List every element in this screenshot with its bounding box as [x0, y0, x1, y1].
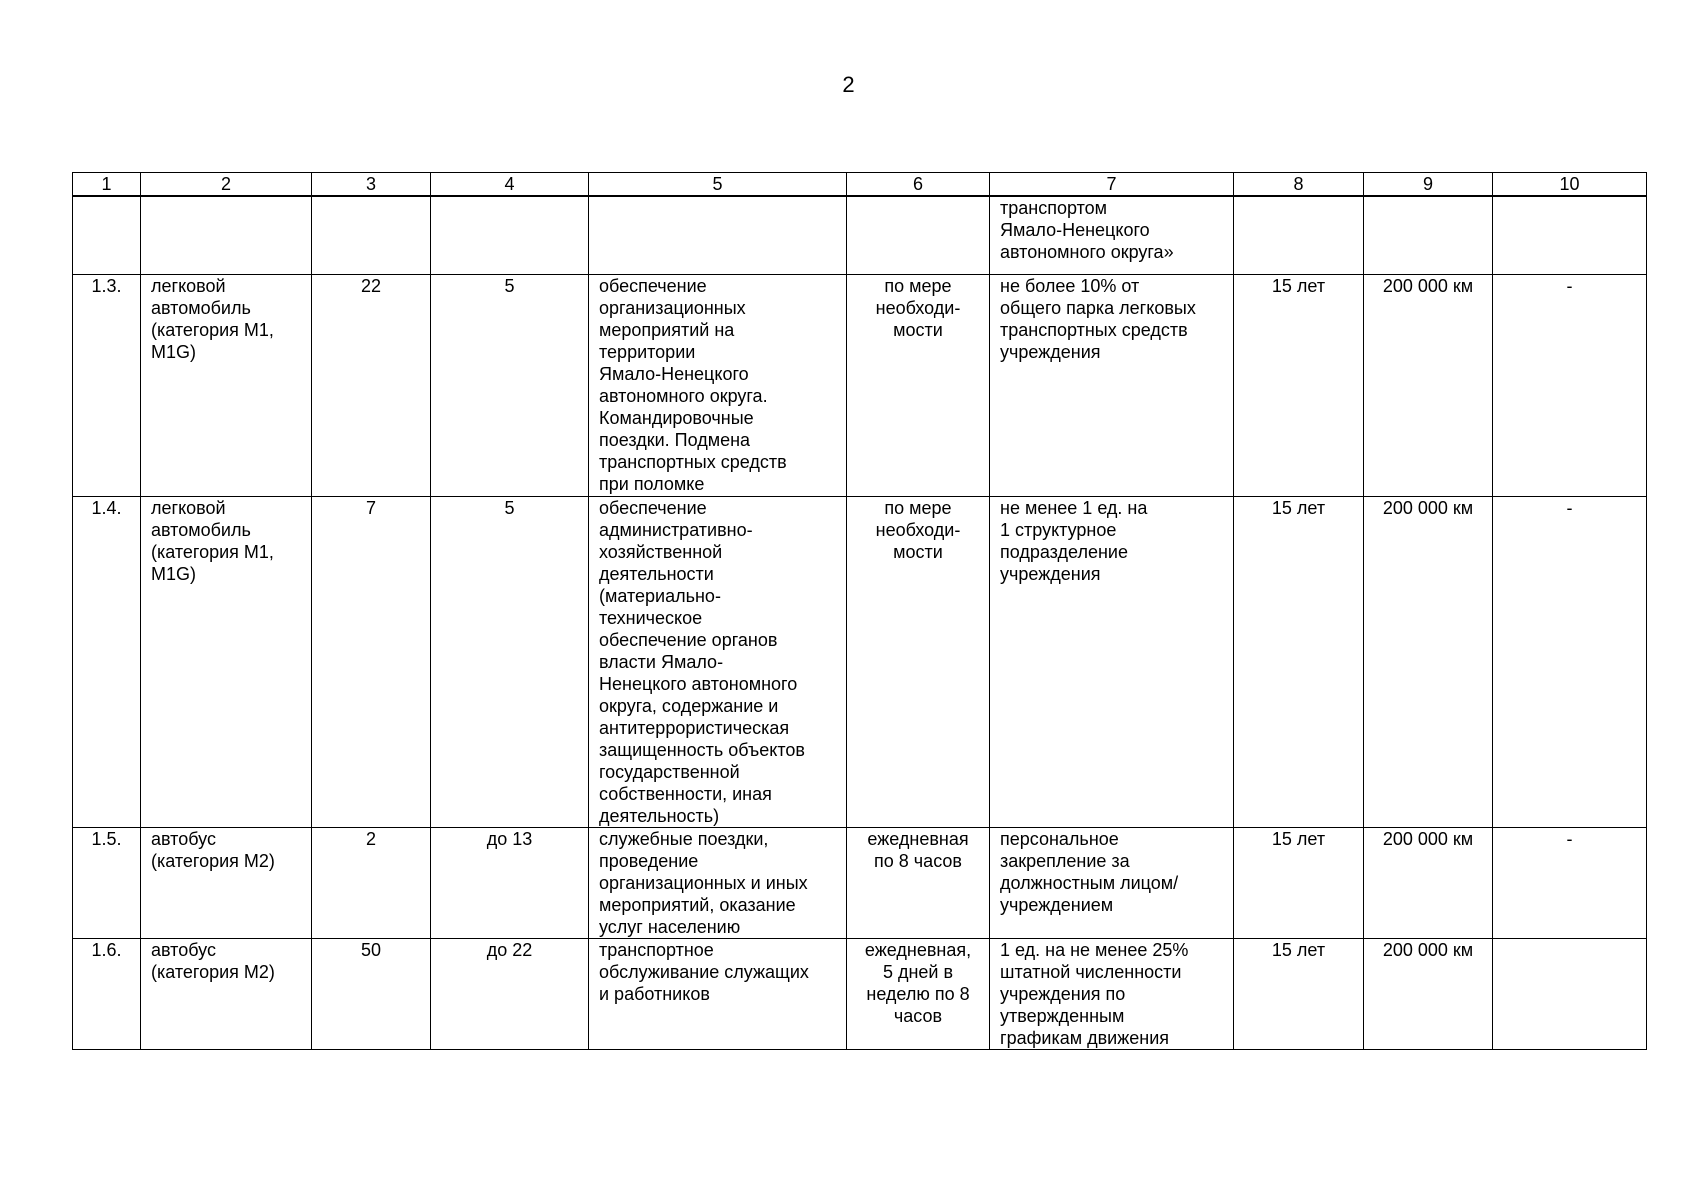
page-number: 2 [842, 72, 855, 97]
mileage-cell: 200 000 км [1364, 938, 1493, 1049]
norm-cell: транспортом Ямало-Ненецкого автономного округа» [990, 196, 1234, 274]
purpose-cell: обеспечение организационных мероприятий на территории Ямало-Ненецкого автономного округа. Командировочные поездки. Подмена транспортных средств при поломке [589, 274, 847, 496]
seats-cell [431, 196, 589, 274]
column-header: 10 [1493, 173, 1647, 197]
usage-mode-cell: по мере необходи- мости [847, 496, 990, 827]
seats-cell: до 13 [431, 827, 589, 938]
column-header: 9 [1364, 173, 1493, 197]
quantity-cell: 7 [312, 496, 431, 827]
norm-cell: не менее 1 ед. на 1 структурное подразделение учреждения [990, 496, 1234, 827]
column-header: 6 [847, 173, 990, 197]
purpose-cell: обеспечение административно- хозяйственной деятельности (материально- техническое обеспечение органов власти Ямало- Ненецкого автономного округа, содержание и антитеррористическая защищенность объектов государственной собственности, иная деятельность) [589, 496, 847, 827]
norm-cell: персональное закрепление за должностным лицом/ учреждением [990, 827, 1234, 938]
norm-cell: не более 10% от общего парка легковых транспортных средств учреждения [990, 274, 1234, 496]
usage-mode-cell: ежедневная по 8 часов [847, 827, 990, 938]
column-header: 5 [589, 173, 847, 197]
table-row [73, 196, 1647, 274]
service-life-cell: 15 лет [1234, 827, 1364, 938]
usage-mode-cell: по мере необходи- мости [847, 274, 990, 496]
vehicle-type-cell [141, 196, 312, 274]
row-number-cell [73, 196, 141, 274]
norm-cell: 1 ед. на не менее 25% штатной численности учреждения по утвержденным графикам движения [990, 938, 1234, 1049]
table-row [73, 938, 1647, 1049]
vehicle-type-cell: автобус (категория М2) [141, 827, 312, 938]
note-cell [1493, 196, 1647, 274]
table-row [73, 496, 1647, 827]
row-number-cell: 1.4. [73, 496, 141, 827]
usage-mode-cell [847, 196, 990, 274]
column-header: 4 [431, 173, 589, 197]
mileage-cell: 200 000 км [1364, 496, 1493, 827]
purpose-cell: служебные поездки, проведение организационных и иных мероприятий, оказание услуг населению [589, 827, 847, 938]
purpose-cell [589, 196, 847, 274]
column-header: 2 [141, 173, 312, 197]
column-header: 7 [990, 173, 1234, 197]
note-cell: - [1493, 827, 1647, 938]
row-number-cell: 1.5. [73, 827, 141, 938]
mileage-cell: 200 000 км [1364, 827, 1493, 938]
note-cell: - [1493, 274, 1647, 496]
quantity-cell: 22 [312, 274, 431, 496]
header-row [73, 173, 1647, 197]
vehicle-type-cell: легковой автомобиль (категория М1, M1G) [141, 496, 312, 827]
row-number-cell: 1.6. [73, 938, 141, 1049]
mileage-cell [1364, 196, 1493, 274]
vehicle-type-cell: легковой автомобиль (категория М1, M1G) [141, 274, 312, 496]
row-number-cell: 1.3. [73, 274, 141, 496]
column-header: 8 [1234, 173, 1364, 197]
service-life-cell: 15 лет [1234, 496, 1364, 827]
quantity-cell [312, 196, 431, 274]
vehicle-norms-table [72, 172, 1647, 1050]
note-cell: - [1493, 496, 1647, 827]
table-row [73, 827, 1647, 938]
column-header: 1 [73, 173, 141, 197]
table-row [73, 274, 1647, 496]
usage-mode-cell: ежедневная, 5 дней в неделю по 8 часов [847, 938, 990, 1049]
vehicle-type-cell: автобус (категория М2) [141, 938, 312, 1049]
service-life-cell [1234, 196, 1364, 274]
service-life-cell: 15 лет [1234, 274, 1364, 496]
service-life-cell: 15 лет [1234, 938, 1364, 1049]
mileage-cell: 200 000 км [1364, 274, 1493, 496]
seats-cell: до 22 [431, 938, 589, 1049]
note-cell [1493, 938, 1647, 1049]
quantity-cell: 2 [312, 827, 431, 938]
seats-cell: 5 [431, 274, 589, 496]
quantity-cell: 50 [312, 938, 431, 1049]
column-header: 3 [312, 173, 431, 197]
seats-cell: 5 [431, 496, 589, 827]
purpose-cell: транспортное обслуживание служащих и работников [589, 938, 847, 1049]
